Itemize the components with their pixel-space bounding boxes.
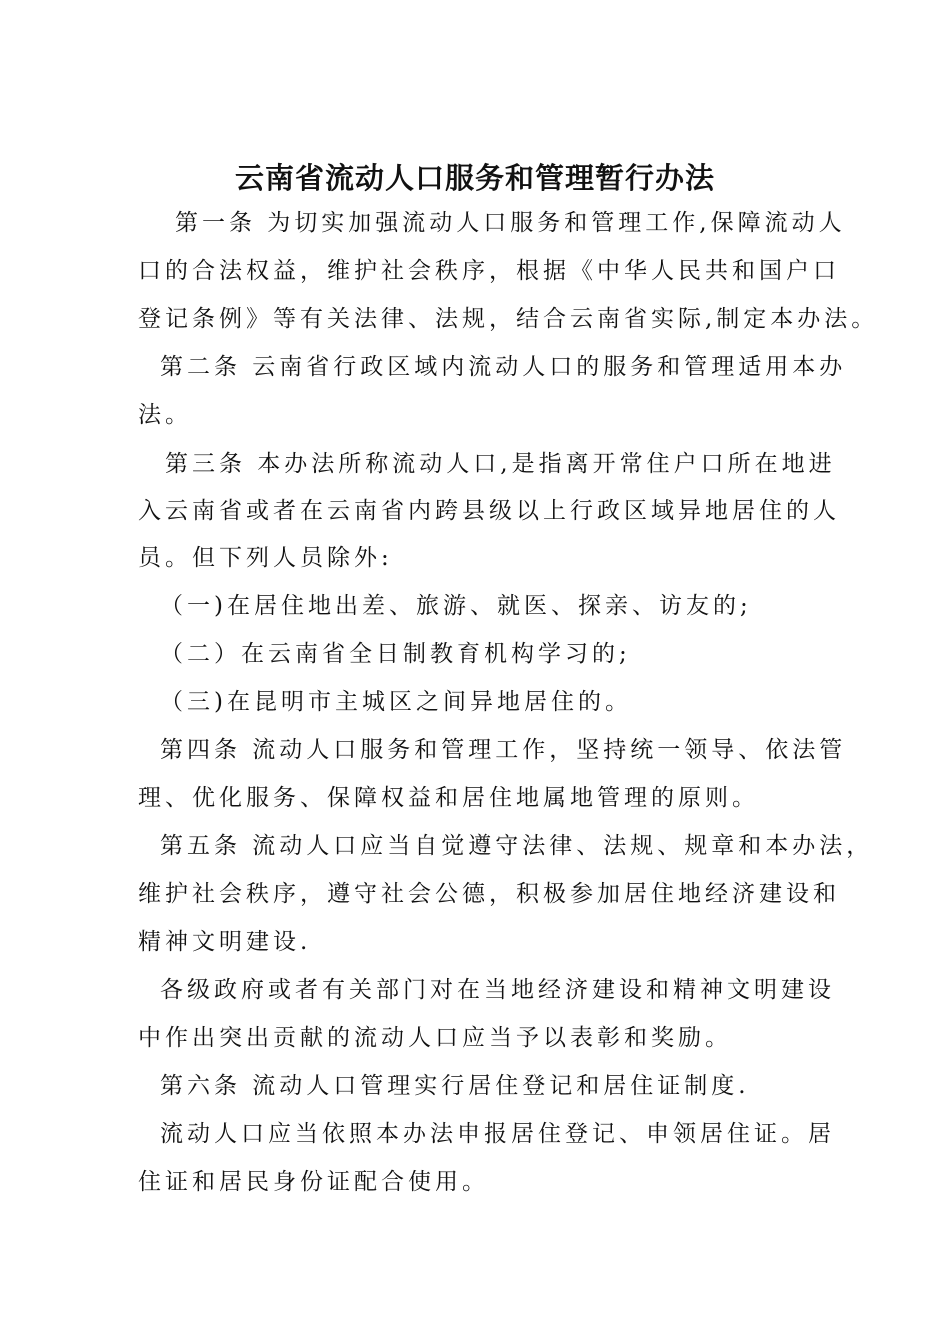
text-line: 第五条 流动人口应当自觉遵守法律、法规、规章和本办法， (160, 833, 874, 859)
text-line: 法。 (138, 402, 192, 428)
text-line: 精神文明建设. (138, 929, 312, 955)
text-line: （一)在居住地出差、旅游、就医、探亲、访友的; (160, 593, 752, 619)
text-line: 流动人口应当依照本办法申报居住登记、申领居住证。居 (160, 1121, 835, 1147)
text-line: 入云南省或者在云南省内跨县级以上行政区域异地居住的人 (138, 498, 840, 524)
text-line: 中作出突出贡献的流动人口应当予以表彰和奖励。 (138, 1025, 732, 1051)
text-line: （二）在云南省全日制教育机构学习的; (160, 641, 631, 667)
text-line: 第一条 为切实加强流动人口服务和管理工作,保障流动人 (175, 210, 846, 236)
text-line: 理、优化服务、保障权益和居住地属地管理的原则。 (138, 785, 759, 811)
text-line: 各级政府或者有关部门对在当地经济建设和精神文明建设 (160, 977, 835, 1003)
text-line: 第二条 云南省行政区域内流动人口的服务和管理适用本办 (160, 354, 847, 380)
text-line: 口的合法权益，维护社会秩序，根据《中华人民共和国户口 (138, 258, 840, 284)
text-line: 登记条例》等有关法律、法规，结合云南省实际,制定本办法。 (138, 306, 879, 332)
text-line: 第三条 本办法所称流动人口,是指离开常住户口所在地进 (165, 451, 836, 477)
text-line: （三)在昆明市主城区之间异地居住的。 (160, 689, 632, 715)
text-line: 第六条 流动人口管理实行居住登记和居住证制度. (160, 1073, 750, 1099)
text-line: 住证和居民身份证配合使用。 (138, 1169, 489, 1195)
text-line: 第四条 流动人口服务和管理工作，坚持统一领导、依法管 (160, 737, 847, 763)
text-line: 维护社会秩序，遵守社会公德，积极参加居住地经济建设和 (138, 881, 840, 907)
document-title: 云南省流动人口服务和管理暂行办法 (234, 161, 715, 195)
text-line: 员。但下列人员除外: (138, 545, 393, 571)
